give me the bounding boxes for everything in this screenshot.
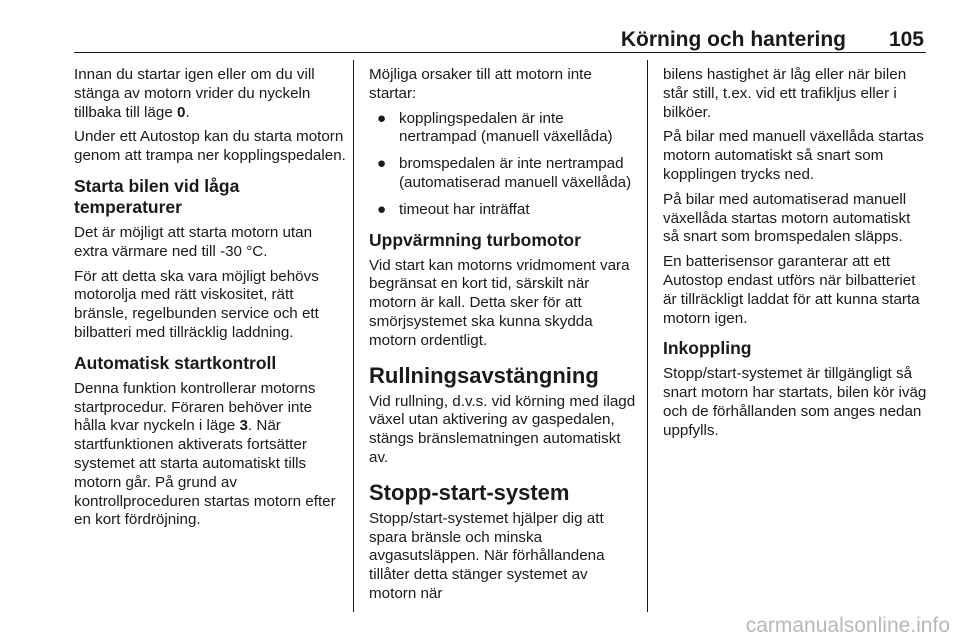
paragraph: För att detta ska vara möjligt behövs motorolja med rätt viskositet, rätt bränsle, regelbunden service och ett bilbatteri med tillräcklig laddning. <box>74 267 319 341</box>
column-divider-1 <box>353 60 354 612</box>
list-item: ● kopplingspedalen är inte nertrampad (manuell växellåda) <box>377 109 613 146</box>
bullet-icon: ● <box>377 200 387 218</box>
bullet-icon: ● <box>377 109 387 127</box>
heading-coasting-shutoff: Rullningsavstängning <box>369 362 599 388</box>
paragraph: Möjliga orsaker till att motorn inte startar: <box>369 66 592 102</box>
paragraph: bilens hastighet är låg eller när bilen står still, t.ex. vid ett trafikljus eller i bilköer. <box>663 66 907 121</box>
heading-stop-start-system: Stopp-start-system <box>369 479 570 505</box>
column-1 <box>74 66 346 536</box>
paragraph: Det är möjligt att starta motorn utan extra värmare ned till -30 °C. <box>74 223 313 260</box>
page-header <box>74 26 926 53</box>
heading-automatic-start-control: Automatisk startkontroll <box>74 352 277 373</box>
bullet-icon: ● <box>377 155 387 173</box>
heading-cold-start: Starta bilen vid låga temperaturer <box>74 175 240 217</box>
list-item: ● bromspedalen är inte nertrampad (automatiserad manuell växellåda) <box>377 155 632 191</box>
paragraph: Denna funktion kontrollerar motorns startprocedur. Föraren behöver inte hålla kvar nyckeln i läge 3. När startfunktionen aktiverats fortsätter systemet att starta automatiskt tills motorn går. På grund av kontrollproceduren startas motorn efter en kort fördröjning. <box>74 379 336 529</box>
paragraph: En batterisensor garanterar att ett Autostop endast utförs när bilbatteriet är tillräckligt laddat för att kunna starta motorn igen. <box>663 253 920 327</box>
list-item: ● timeout har inträffat <box>377 200 530 218</box>
column-3 <box>663 66 927 447</box>
paragraph: På bilar med manuell växellåda startas motorn automatiskt så snart som kopplingen trycks ned. <box>663 128 924 183</box>
cause-list <box>369 110 637 220</box>
paragraph: Under ett Autostop kan du starta motorn genom att trampa ner kopplingspedalen. <box>74 128 346 165</box>
paragraph: Vid start kan motorns vridmoment vara begränsat en kort tid, särskilt när motorn är kall. Detta sker för att smörjsystemet ska kunna skydda motorn ordentligt. <box>369 256 630 349</box>
paragraph: Stopp/start-systemet är tillgängligt så snart motorn har startats, bilen kör iväg och de förhållanden som anges nedan uppfylls. <box>663 365 927 439</box>
header-divider <box>74 52 926 53</box>
watermark: carmanualsonline.info <box>745 614 950 637</box>
heading-turbo-warmup: Uppvärmning turbomotor <box>369 229 581 250</box>
paragraph: Innan du startar igen eller om du vill stänga av motorn vrider du nyckeln tillbaka till läge 0. <box>74 66 315 121</box>
key-position-3: 3 <box>239 417 248 435</box>
paragraph: Vid rullning, d.v.s. vid körning med ilagd växel utan aktivering av gaspedalen, stängs bränslematningen automatiskt av. <box>369 392 636 466</box>
page-number: 105 <box>888 28 924 51</box>
column-2 <box>369 66 637 610</box>
key-position-0: 0 <box>177 103 186 121</box>
heading-activation: Inkoppling <box>663 338 752 359</box>
paragraph: På bilar med automatiserad manuell växellåda startas motorn automatiskt så snart som bromspedalen släpps. <box>663 190 911 246</box>
section-title: Körning och hantering <box>620 28 846 51</box>
paragraph: Stopp/start-systemet hjälper dig att spara bränsle och minska avgasutsläppen. När förhållandena tillåter detta stänger systemet av motorn när <box>369 509 605 602</box>
column-divider-2 <box>647 60 648 612</box>
